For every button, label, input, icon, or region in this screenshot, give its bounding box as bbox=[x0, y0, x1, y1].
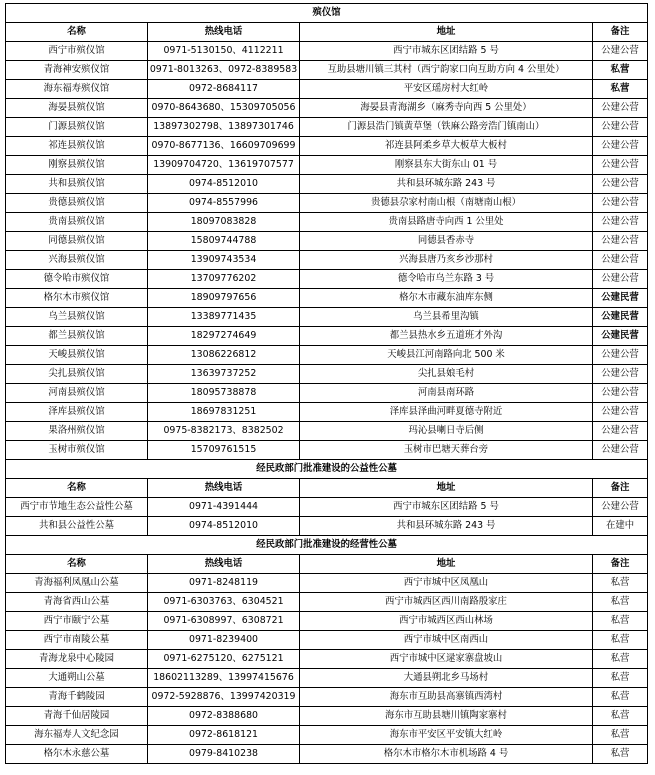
section-title: 经民政部门批准建设的公益性公墓 bbox=[6, 460, 648, 479]
table-row bbox=[6, 688, 648, 707]
note-cell: 私营 bbox=[593, 688, 648, 707]
address-cell: 河南县南环路 bbox=[300, 384, 593, 403]
phone-cell: 0974-8512010 bbox=[148, 175, 300, 194]
note-cell: 私营 bbox=[593, 61, 648, 80]
name-cell: 海晏县殡仪馆 bbox=[6, 99, 148, 118]
name-cell: 乌兰县殡仪馆 bbox=[6, 308, 148, 327]
address-cell: 大通县朔北乡马场村 bbox=[300, 669, 593, 688]
table-row bbox=[6, 289, 648, 308]
column-header: 名称 bbox=[6, 555, 148, 574]
note-cell: 私营 bbox=[593, 612, 648, 631]
column-header: 热线电话 bbox=[148, 23, 300, 42]
table-row bbox=[6, 251, 648, 270]
note-cell: 公建公营 bbox=[593, 365, 648, 384]
note-cell: 私营 bbox=[593, 669, 648, 688]
phone-cell: 13909704720、13619707577 bbox=[148, 156, 300, 175]
phone-cell: 0972-8618121 bbox=[148, 726, 300, 745]
name-cell: 共和县公益性公墓 bbox=[6, 517, 148, 536]
address-cell: 海东市平安区平安镇大红岭 bbox=[300, 726, 593, 745]
column-header: 热线电话 bbox=[148, 479, 300, 498]
table-row bbox=[6, 308, 648, 327]
phone-cell: 18697831251 bbox=[148, 403, 300, 422]
address-cell: 海晏县青海湖乡（麻秀寺向西 5 公里处） bbox=[300, 99, 593, 118]
address-cell: 西宁市城中区凤凰山 bbox=[300, 574, 593, 593]
name-cell: 祁连县殡仪馆 bbox=[6, 137, 148, 156]
address-cell: 都兰县热水乡五道班才外沟 bbox=[300, 327, 593, 346]
address-cell: 泽库县泽曲河畔夏德寺附近 bbox=[300, 403, 593, 422]
name-cell: 西宁市南陵公墓 bbox=[6, 631, 148, 650]
column-header: 备注 bbox=[593, 555, 648, 574]
note-cell: 公建公营 bbox=[593, 270, 648, 289]
name-cell: 贵南县殡仪馆 bbox=[6, 213, 148, 232]
table-row bbox=[6, 403, 648, 422]
table-row bbox=[6, 175, 648, 194]
phone-cell: 13897302798、13897301746 bbox=[148, 118, 300, 137]
name-cell: 尖扎县殡仪馆 bbox=[6, 365, 148, 384]
phone-cell: 18909797656 bbox=[148, 289, 300, 308]
phone-cell: 0972-8684117 bbox=[148, 80, 300, 99]
address-cell: 西宁市城西区西川南路殷家庄 bbox=[300, 593, 593, 612]
phone-cell: 15709761515 bbox=[148, 441, 300, 460]
address-cell: 格尔木市格尔木市机场路 4 号 bbox=[300, 745, 593, 764]
address-cell: 祁连县阿柔乡草大板草大板村 bbox=[300, 137, 593, 156]
name-cell: 海东福寿人文纪念园 bbox=[6, 726, 148, 745]
table-row bbox=[6, 745, 648, 764]
note-cell: 私营 bbox=[593, 80, 648, 99]
phone-cell: 13709776202 bbox=[148, 270, 300, 289]
table-row bbox=[6, 365, 648, 384]
note-cell: 公建民营 bbox=[593, 289, 648, 308]
note-cell: 公建公营 bbox=[593, 403, 648, 422]
address-cell: 平安区瑶房村大红岭 bbox=[300, 80, 593, 99]
name-cell: 青海龙泉中心陵园 bbox=[6, 650, 148, 669]
table-row bbox=[6, 99, 648, 118]
table-row bbox=[6, 669, 648, 688]
name-cell: 同德县殡仪馆 bbox=[6, 232, 148, 251]
name-cell: 西宁市颐宁公墓 bbox=[6, 612, 148, 631]
note-cell: 公建公营 bbox=[593, 422, 648, 441]
name-cell: 都兰县殡仪馆 bbox=[6, 327, 148, 346]
phone-cell: 15809744788 bbox=[148, 232, 300, 251]
column-header: 地址 bbox=[300, 555, 593, 574]
table-row bbox=[6, 517, 648, 536]
phone-cell: 18095738878 bbox=[148, 384, 300, 403]
column-header-row bbox=[6, 555, 648, 574]
phone-cell: 13086226812 bbox=[148, 346, 300, 365]
table-row bbox=[6, 422, 648, 441]
table-row bbox=[6, 574, 648, 593]
address-cell: 同德县香赤寺 bbox=[300, 232, 593, 251]
table-row bbox=[6, 593, 648, 612]
name-cell: 共和县殡仪馆 bbox=[6, 175, 148, 194]
address-cell: 贵南县路唐寺向西 1 公里处 bbox=[300, 213, 593, 232]
phone-cell: 18602113289、13997415676 bbox=[148, 669, 300, 688]
table-row bbox=[6, 612, 648, 631]
table-row bbox=[6, 498, 648, 517]
phone-cell: 0971-8248119 bbox=[148, 574, 300, 593]
phone-cell: 0972-5928876、13997420319 bbox=[148, 688, 300, 707]
address-cell: 西宁市城中区南西山 bbox=[300, 631, 593, 650]
name-cell: 贵德县殡仪馆 bbox=[6, 194, 148, 213]
phone-cell: 0972-8388680 bbox=[148, 707, 300, 726]
table-row bbox=[6, 80, 648, 99]
phone-cell: 0974-8557996 bbox=[148, 194, 300, 213]
address-cell: 玉树市巴塘天葬台旁 bbox=[300, 441, 593, 460]
column-header: 名称 bbox=[6, 23, 148, 42]
column-header: 热线电话 bbox=[148, 555, 300, 574]
note-cell: 公建公营 bbox=[593, 213, 648, 232]
address-cell: 共和县环城东路 243 号 bbox=[300, 517, 593, 536]
address-cell: 共和县环城东路 243 号 bbox=[300, 175, 593, 194]
table-row bbox=[6, 270, 648, 289]
name-cell: 青海千仙居陵园 bbox=[6, 707, 148, 726]
directory-table bbox=[5, 3, 648, 764]
note-cell: 公建公营 bbox=[593, 42, 648, 61]
phone-cell: 0971-6308997、6308721 bbox=[148, 612, 300, 631]
name-cell: 门源县殡仪馆 bbox=[6, 118, 148, 137]
table-row bbox=[6, 346, 648, 365]
phone-cell: 0979-8410238 bbox=[148, 745, 300, 764]
section-title-row bbox=[6, 4, 648, 23]
phone-cell: 18297274649 bbox=[148, 327, 300, 346]
address-cell: 德令哈市乌兰东路 3 号 bbox=[300, 270, 593, 289]
phone-cell: 0971-5130150、4112211 bbox=[148, 42, 300, 61]
address-cell: 西宁市城西区西山林场 bbox=[300, 612, 593, 631]
column-header: 名称 bbox=[6, 479, 148, 498]
phone-cell: 0971-6275120、6275121 bbox=[148, 650, 300, 669]
note-cell: 公建公营 bbox=[593, 99, 648, 118]
column-header: 备注 bbox=[593, 479, 648, 498]
table-row bbox=[6, 327, 648, 346]
name-cell: 海东福寿殡仪馆 bbox=[6, 80, 148, 99]
table-row bbox=[6, 156, 648, 175]
phone-cell: 0971-6303763、6304521 bbox=[148, 593, 300, 612]
address-cell: 门源县浩门镇黄草堡（铁麻公路旁浩门镇南山） bbox=[300, 118, 593, 137]
phone-cell: 0971-8239400 bbox=[148, 631, 300, 650]
address-cell: 海东市互助县塘川镇陶家寨村 bbox=[300, 707, 593, 726]
name-cell: 青海千鹤陵园 bbox=[6, 688, 148, 707]
address-cell: 贵德县尕家村南山根（南塘南山根） bbox=[300, 194, 593, 213]
note-cell: 公建公营 bbox=[593, 232, 648, 251]
phone-cell: 0971-4391444 bbox=[148, 498, 300, 517]
note-cell: 私营 bbox=[593, 745, 648, 764]
note-cell: 私营 bbox=[593, 593, 648, 612]
table-row bbox=[6, 726, 648, 745]
column-header: 地址 bbox=[300, 479, 593, 498]
table-row bbox=[6, 384, 648, 403]
address-cell: 海东市互助县高寨镇西湾村 bbox=[300, 688, 593, 707]
address-cell: 天峻县江河南路向北 500 米 bbox=[300, 346, 593, 365]
column-header-row bbox=[6, 23, 648, 42]
name-cell: 天峻县殡仪馆 bbox=[6, 346, 148, 365]
note-cell: 私营 bbox=[593, 726, 648, 745]
name-cell: 西宁市殡仪馆 bbox=[6, 42, 148, 61]
name-cell: 刚察县殡仪馆 bbox=[6, 156, 148, 175]
note-cell: 公建公营 bbox=[593, 251, 648, 270]
section-title: 经民政部门批准建设的经营性公墓 bbox=[6, 536, 648, 555]
name-cell: 果洛州殡仪馆 bbox=[6, 422, 148, 441]
phone-cell: 18097083828 bbox=[148, 213, 300, 232]
name-cell: 泽库县殡仪馆 bbox=[6, 403, 148, 422]
table-row bbox=[6, 213, 648, 232]
section-title-row bbox=[6, 460, 648, 479]
phone-cell: 0970-8643680、15309705056 bbox=[148, 99, 300, 118]
address-cell: 西宁市城东区团结路 5 号 bbox=[300, 498, 593, 517]
address-cell: 西宁市城东区团结路 5 号 bbox=[300, 42, 593, 61]
note-cell: 公建公营 bbox=[593, 346, 648, 365]
note-cell: 公建公营 bbox=[593, 441, 648, 460]
phone-cell: 0970-8677136、16609709699 bbox=[148, 137, 300, 156]
name-cell: 青海神安殡仪馆 bbox=[6, 61, 148, 80]
table-row bbox=[6, 232, 648, 251]
note-cell: 私营 bbox=[593, 631, 648, 650]
note-cell: 私营 bbox=[593, 574, 648, 593]
table-row bbox=[6, 61, 648, 80]
table-row bbox=[6, 441, 648, 460]
name-cell: 西宁市节地生态公益性公墓 bbox=[6, 498, 148, 517]
name-cell: 河南县殡仪馆 bbox=[6, 384, 148, 403]
column-header: 地址 bbox=[300, 23, 593, 42]
note-cell: 公建公营 bbox=[593, 384, 648, 403]
column-header-row bbox=[6, 479, 648, 498]
note-cell: 公建公营 bbox=[593, 118, 648, 137]
phone-cell: 0975-8382173、8382502 bbox=[148, 422, 300, 441]
table-row bbox=[6, 137, 648, 156]
phone-cell: 13909743534 bbox=[148, 251, 300, 270]
table-row bbox=[6, 707, 648, 726]
table-row bbox=[6, 631, 648, 650]
address-cell: 兴海县唐乃亥乡沙那村 bbox=[300, 251, 593, 270]
name-cell: 青海福利凤凰山公墓 bbox=[6, 574, 148, 593]
address-cell: 格尔木市藏东油库东侧 bbox=[300, 289, 593, 308]
address-cell: 西宁市城中区逯家寨盘坡山 bbox=[300, 650, 593, 669]
name-cell: 玉树市殡仪馆 bbox=[6, 441, 148, 460]
phone-cell: 0971-8013263、0972-8389583 bbox=[148, 61, 300, 80]
name-cell: 德令哈市殡仪馆 bbox=[6, 270, 148, 289]
name-cell: 兴海县殡仪馆 bbox=[6, 251, 148, 270]
section-title-row bbox=[6, 536, 648, 555]
note-cell: 私营 bbox=[593, 707, 648, 726]
name-cell: 格尔木市殡仪馆 bbox=[6, 289, 148, 308]
address-cell: 玛沁县喇日寺后侧 bbox=[300, 422, 593, 441]
name-cell: 大通朔山公墓 bbox=[6, 669, 148, 688]
phone-cell: 13389771435 bbox=[148, 308, 300, 327]
phone-cell: 13639737252 bbox=[148, 365, 300, 384]
note-cell: 公建公营 bbox=[593, 137, 648, 156]
note-cell: 公建公营 bbox=[593, 175, 648, 194]
name-cell: 青海省西山公墓 bbox=[6, 593, 148, 612]
note-cell: 公建公营 bbox=[593, 194, 648, 213]
document-page bbox=[5, 3, 647, 764]
name-cell: 格尔木永慈公墓 bbox=[6, 745, 148, 764]
table-row bbox=[6, 42, 648, 61]
table-row bbox=[6, 650, 648, 669]
address-cell: 互助县塘川镇三其村（西宁韵家口向互助方向 4 公里处） bbox=[300, 61, 593, 80]
note-cell: 公建民营 bbox=[593, 327, 648, 346]
phone-cell: 0974-8512010 bbox=[148, 517, 300, 536]
section-title: 殡仪馆 bbox=[6, 4, 648, 23]
table-row bbox=[6, 118, 648, 137]
column-header: 备注 bbox=[593, 23, 648, 42]
note-cell: 私营 bbox=[593, 650, 648, 669]
note-cell: 公建公营 bbox=[593, 498, 648, 517]
directory-table-body bbox=[6, 4, 648, 764]
note-cell: 在建中 bbox=[593, 517, 648, 536]
note-cell: 公建民营 bbox=[593, 308, 648, 327]
table-row bbox=[6, 194, 648, 213]
address-cell: 尖扎县娘毛村 bbox=[300, 365, 593, 384]
note-cell: 公建公营 bbox=[593, 156, 648, 175]
address-cell: 乌兰县希里沟镇 bbox=[300, 308, 593, 327]
address-cell: 刚察县东大街东山 01 号 bbox=[300, 156, 593, 175]
